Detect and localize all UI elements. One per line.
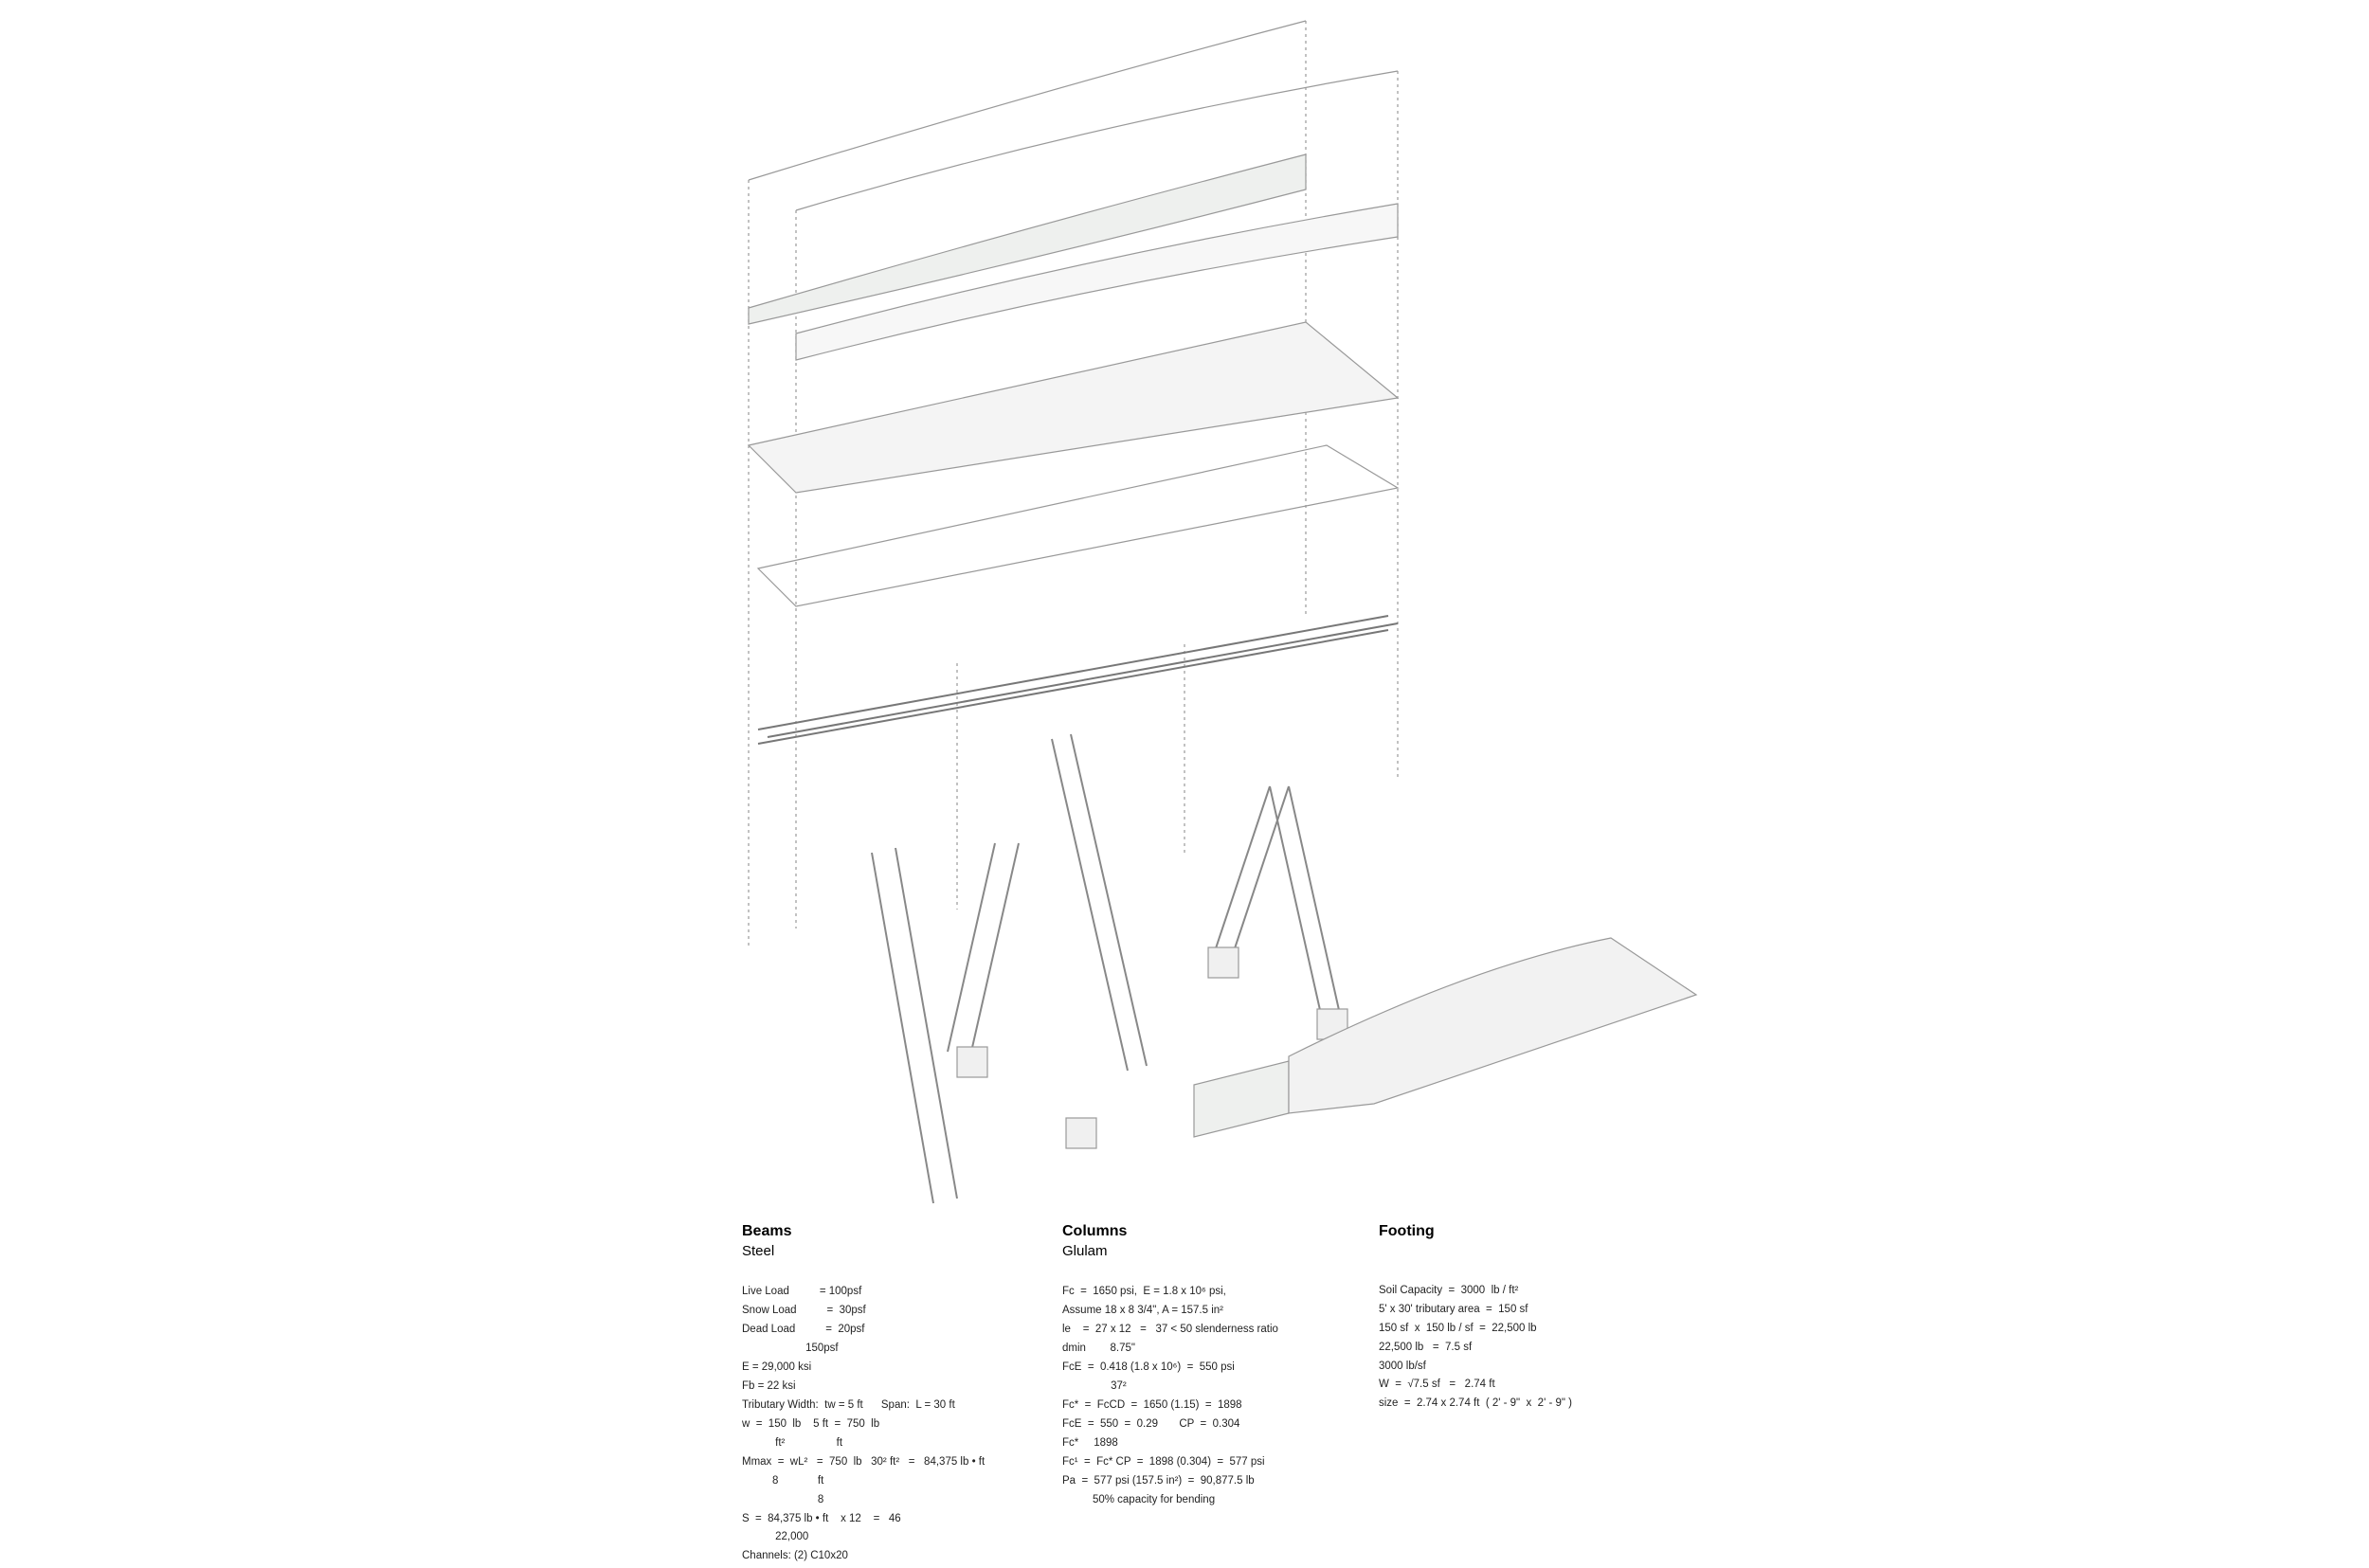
footing-block bbox=[957, 1047, 987, 1077]
footing-line: 22,500 lb = 7.5 sf bbox=[1379, 1341, 1473, 1353]
beams-material: Steel bbox=[742, 1242, 775, 1259]
steel-channel bbox=[758, 616, 1398, 744]
beams-line: ft² ft bbox=[742, 1436, 843, 1449]
columns-line: 50% capacity for bending bbox=[1062, 1493, 1216, 1505]
beams-line: S = 84,375 lb • ft x 12 = 46 bbox=[742, 1512, 901, 1524]
glulam-column bbox=[872, 734, 1147, 1203]
footing-line: size = 2.74 x 2.74 ft ( 2' - 9" x 2' - 9" ) bbox=[1379, 1397, 1572, 1410]
columns-calculations bbox=[1062, 1222, 1375, 1512]
footing-line: Soil Capacity = 3000 lb / ft² bbox=[1379, 1284, 1519, 1296]
footing-line: W = √7.5 sf = 2.74 ft bbox=[1379, 1379, 1495, 1391]
columns-line: dmin 8.75" bbox=[1062, 1343, 1135, 1355]
footing-block bbox=[1066, 1118, 1096, 1148]
glulam-column bbox=[948, 843, 1019, 1052]
glulam-column bbox=[1213, 786, 1341, 1018]
ramp-deck bbox=[1289, 938, 1696, 1113]
roof-edge bbox=[796, 71, 1398, 210]
projection-line bbox=[957, 644, 1184, 910]
beams-line: Mmax = wL² = 750 lb 30² ft² = 84,375 lb • ft bbox=[742, 1455, 986, 1468]
beams-calculations bbox=[742, 1222, 1055, 1568]
beams-line: w = 150 lb 5 ft = 750 lb bbox=[742, 1417, 880, 1430]
columns-line: Assume 18 x 8 3/4", A = 157.5 in² bbox=[1062, 1305, 1223, 1317]
footing-line: 3000 lb/sf bbox=[1379, 1360, 1426, 1372]
columns-line: FcE = 550 = 0.29 CP = 0.304 bbox=[1062, 1417, 1240, 1430]
columns-title: Columns bbox=[1062, 1223, 1128, 1239]
columns-line: Fc¹ = Fc* CP = 1898 (0.304) = 577 psi bbox=[1062, 1455, 1265, 1468]
footing-line: 150 sf x 150 lb / sf = 22,500 lb bbox=[1379, 1322, 1537, 1334]
beams-line: 22,000 bbox=[742, 1531, 809, 1543]
beams-line: Fb = 22 ksi bbox=[742, 1379, 796, 1392]
columns-line: Fc* = FcCD = 1650 (1.15) = 1898 bbox=[1062, 1398, 1242, 1411]
beams-line: Snow Load = 30psf bbox=[742, 1305, 866, 1317]
beams-line: 150psf bbox=[742, 1343, 839, 1355]
ramp-deck bbox=[1194, 1061, 1289, 1137]
columns-line: Fc* 1898 bbox=[1062, 1436, 1118, 1449]
columns-line: FcE = 0.418 (1.8 x 10⁶) = 550 psi bbox=[1062, 1361, 1235, 1374]
columns-line: Pa = 577 psi (157.5 in²) = 90,877.5 lb bbox=[1062, 1474, 1255, 1487]
footing-calculations bbox=[1379, 1222, 1663, 1415]
columns-line: 37² bbox=[1062, 1379, 1127, 1392]
beams-line: Live Load = 100psf bbox=[742, 1286, 862, 1298]
columns-line: le = 27 x 12 = 37 < 50 slenderness ratio bbox=[1062, 1324, 1278, 1336]
beams-line: 8 bbox=[742, 1493, 824, 1505]
beams-line: Tributary Width: tw = 5 ft Span: L = 30 ft bbox=[742, 1398, 955, 1411]
beams-line: Dead Load = 20psf bbox=[742, 1324, 865, 1336]
columns-material: Glulam bbox=[1062, 1242, 1108, 1259]
beams-title: Beams bbox=[742, 1223, 792, 1239]
footing-block bbox=[1208, 947, 1239, 978]
beams-line: E = 29,000 ksi bbox=[742, 1361, 812, 1374]
footing-title: Footing bbox=[1379, 1223, 1435, 1239]
footing-line: 5' x 30' tributary area = 150 sf bbox=[1379, 1303, 1528, 1315]
roof-edge bbox=[749, 21, 1306, 180]
columns-line: Fc = 1650 psi, E = 1.8 x 10⁶ psi, bbox=[1062, 1286, 1226, 1298]
beams-line: Channels: (2) C10x20 bbox=[742, 1550, 848, 1562]
beams-line: 8 ft bbox=[742, 1474, 824, 1487]
